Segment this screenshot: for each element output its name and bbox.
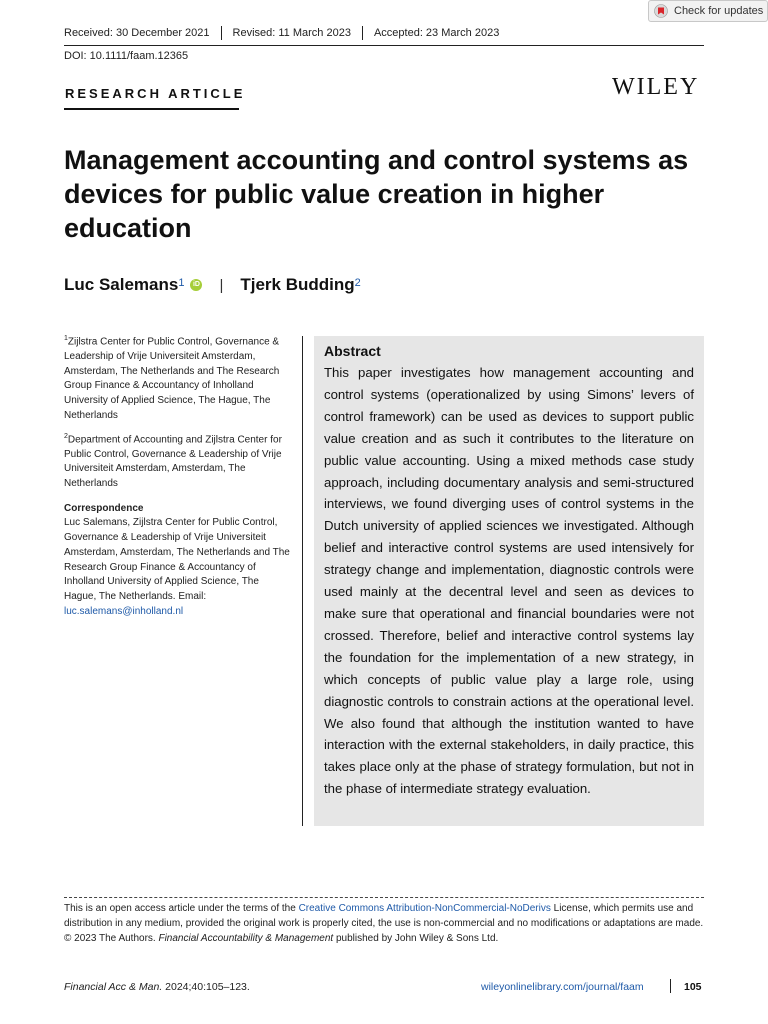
affiliation-item: $^2$Department of Accounting and Zijlstra Center for Public Control, Governance & Leadership of Vrije Universiteit Amsterdam, Amsterdam, The Netherlands	[64, 432, 282, 489]
article-title: Management accounting and control systems as devices for public value creation in higher education	[64, 145, 689, 243]
revised-date: Revised: 11 March 2023	[222, 26, 363, 40]
abstract-heading: Abstract	[324, 343, 381, 359]
article-dates	[64, 26, 510, 40]
license-link[interactable]: Creative Commons Attribution-NonCommercial-NoDerivs	[298, 903, 551, 914]
author-affiliation-marker[interactable]: 2	[354, 277, 361, 289]
accepted-date: Accepted: 23 March 2023	[373, 27, 500, 39]
affiliations-column	[64, 332, 290, 619]
footer-divider	[670, 979, 671, 993]
column-divider	[302, 336, 303, 826]
author-affiliation-marker[interactable]: 1	[178, 277, 185, 289]
doi: DOI: 10.1111/faam.12365	[64, 50, 189, 62]
publisher-logo: WILEY	[612, 74, 700, 100]
page-number: 105	[684, 981, 702, 993]
correspondence-text: Luc Salemans, Zijlstra Center for Public Control, Governance & Leadership of Vrije Universiteit Amsterdam, Amsterdam, The Netherlands and The Research Group Finance & Accountancy of Inholland University of Applied Science, The Hague, The Netherlands. Email: luc.salemans@inholland.nl	[64, 517, 290, 617]
email-label: Email:	[178, 590, 207, 602]
check-for-updates-button[interactable]	[648, 0, 768, 22]
citation-line: Financial Acc & Man. 2024;40:105–123.	[64, 981, 250, 993]
license-divider	[64, 897, 704, 898]
crossmark-icon	[654, 4, 668, 18]
journal-url-link[interactable]: wileyonlinelibrary.com/journal/faam	[481, 981, 644, 993]
abstract-box	[314, 336, 704, 826]
orcid-icon[interactable]: iD	[190, 279, 202, 291]
article-type-underline	[64, 108, 239, 110]
journal-name: Financial Accountability & Management	[158, 933, 334, 944]
correspondence-heading: Correspondence	[64, 502, 144, 514]
affiliation-item: $^1$Zijlstra Center for Public Control, Governance & Leadership of Vrije Universiteit Amsterdam, Amsterdam, The Netherlands and The Research Group Finance & Accountancy of Inholland University of Applied Science, The Hague, The Netherlands	[64, 335, 280, 421]
email-link[interactable]: luc.salemans@inholland.nl	[64, 605, 184, 617]
received-date: Received: 30 December 2021	[64, 26, 222, 40]
article-type: RESEARCH ARTICLE	[65, 86, 246, 101]
author-list	[64, 275, 361, 295]
abstract-text: This paper investigates how management accounting and control systems (operationalized by using Simons’ levers of control framework) can be used as devices to support public value creation and as such it contributes to the literature on public value accounting. Using a mixed methods case study approach, including documentary analysis and semi-structured interviews, we found diverging uses of control systems in the Dutch university of applied sciences we investigated. Although belief and interactive control systems are used intensively for strategy change and implementation, diagnostic controls were used mainly at the decentral level and seen as devices to make sure that operational and financial boundaries were not crossed. Therefore, belief and interactive control systems lay the foundation for the implementation of a new strategy, in which concepts of public value play a large role, using diagnostic controls to constrain actions at the operational level. We also found that although the institution wanted to have interaction with the external stakeholders, in daily practice, this takes place only at the phase of strategy formulation, but not in the phase of intermediate strategy evaluation.	[324, 365, 694, 797]
check-for-updates-label: Check for updates	[674, 5, 764, 17]
author-name[interactable]: Luc Salemans	[64, 275, 179, 294]
license-notice: This is an open access article under the terms of the Creative Commons Attribution-NonCommercial-NoDerivs License, which permits use and distribution in any medium, provided the original work is properly cited, the use is non-commercial and no modifications or adaptations are made. © 2023 The Authors. Financial Accountability & Management published by John Wiley & Sons Ltd.	[64, 903, 704, 944]
author-separator: |	[219, 276, 224, 294]
header-rule	[64, 45, 704, 46]
author-name[interactable]: Tjerk Budding	[240, 275, 355, 294]
